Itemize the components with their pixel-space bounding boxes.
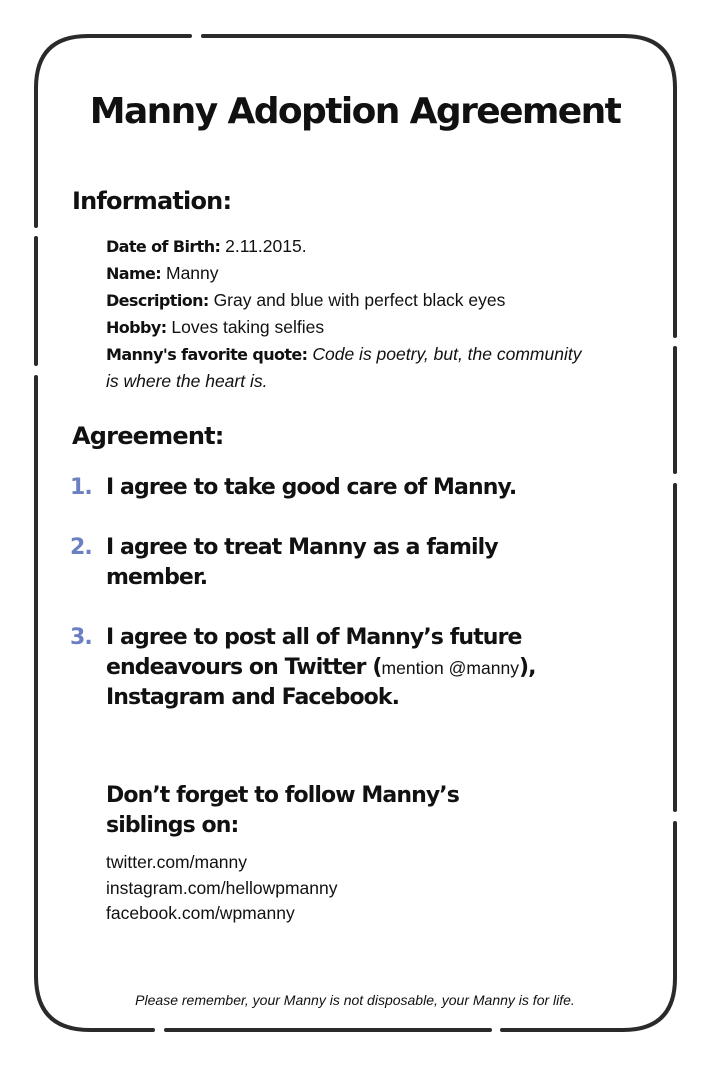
agreement-item-number: 1.	[70, 475, 92, 500]
follow-heading: Don’t forget to follow Manny’s siblings on:	[106, 783, 459, 838]
date-of-birth-row	[106, 233, 586, 260]
hobby-row	[106, 314, 586, 341]
date-of-birth-value: 2.11.2015.	[225, 236, 307, 256]
agreement-item-number: 3.	[70, 625, 92, 650]
page-title: Manny Adoption Agreement	[89, 91, 621, 132]
description-value: Gray and blue with perfect black eyes	[213, 290, 506, 310]
date-of-birth-label: Date of Birth:	[106, 237, 221, 256]
information-heading: Information:	[72, 187, 232, 215]
hobby-label: Hobby:	[106, 318, 167, 337]
social-links	[106, 850, 338, 927]
favorite-quote-label: Manny's favorite quote:	[106, 345, 308, 364]
description-row	[106, 287, 586, 314]
agreement-item-text-start: I agree to post all of Manny’s future endeavours on Twitter (	[106, 625, 522, 680]
agreement-item-number: 2.	[70, 535, 92, 560]
agreement-item-text: I agree to treat Manny as a family member.	[106, 535, 498, 590]
favorite-quote-row	[106, 341, 586, 394]
agreement-item	[70, 533, 526, 593]
facebook-link[interactable]: facebook.com/wpmanny	[106, 903, 295, 923]
name-row	[106, 260, 586, 287]
footer-note: Please remember, your Manny is not disposable, your Manny is for life.	[135, 992, 575, 1008]
hobby-value: Loves taking selfies	[171, 317, 325, 337]
description-label: Description:	[106, 291, 209, 310]
twitter-mention: mention @manny	[381, 658, 519, 678]
agreement-item	[70, 623, 576, 713]
name-label: Name:	[106, 264, 162, 283]
agreement-item-text: I agree to take good care of Manny.	[106, 475, 517, 500]
instagram-link[interactable]: instagram.com/hellowpmanny	[106, 877, 338, 898]
agreement-item-text-end: ), Instagram and Facebook.	[106, 655, 536, 710]
twitter-link[interactable]: twitter.com/manny	[106, 852, 248, 872]
information-list	[106, 233, 586, 394]
agreement-heading: Agreement:	[72, 422, 224, 450]
agreement-item	[70, 473, 606, 503]
favorite-quote-value: Code is poetry, but, the community is where the heart is.	[106, 344, 582, 391]
name-value: Manny	[166, 263, 219, 283]
